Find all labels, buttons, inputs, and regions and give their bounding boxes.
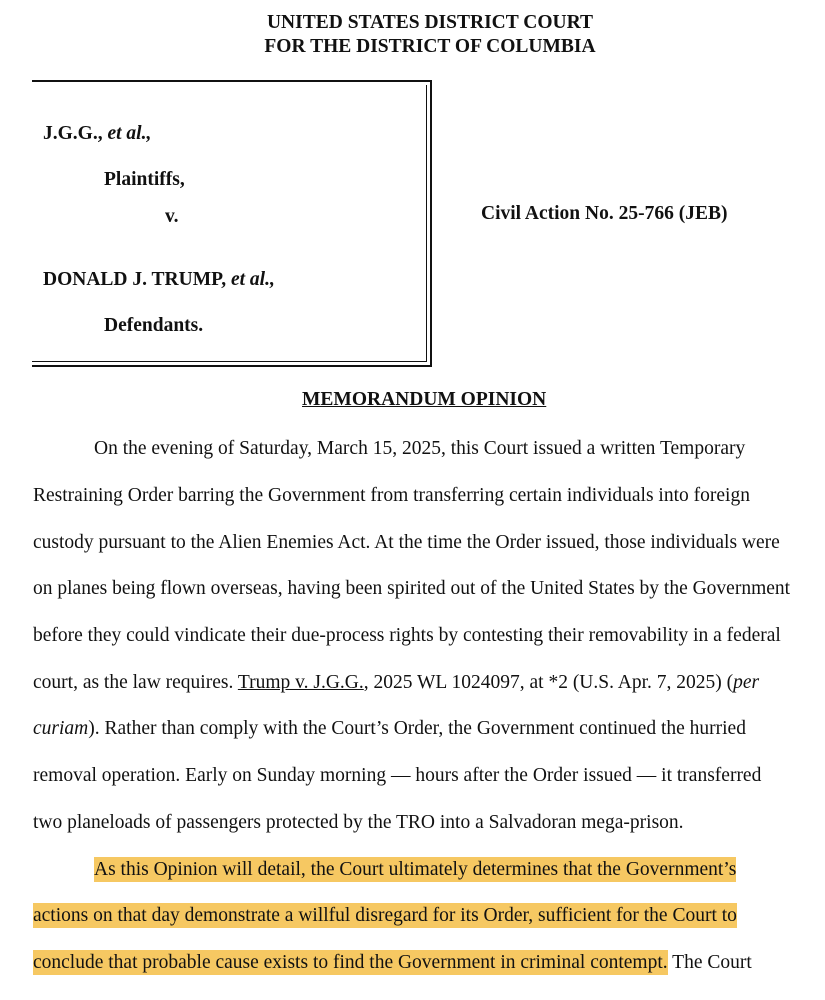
- body-line-3: custody pursuant to the Alien Enemies Act. At the time the Order issued, those individuals were: [33, 532, 780, 553]
- civil-action-number: Civil Action No. 25-766 (JEB): [481, 203, 728, 224]
- court-name: UNITED STATES DISTRICT COURT: [266, 12, 594, 33]
- body-line-5: before they could vindicate their due-process rights by contesting their removability in a federal: [33, 625, 781, 646]
- defendant-line: [43, 269, 275, 291]
- plaintiff-line: [43, 123, 151, 145]
- plaintiff-name: J.G.G.,: [43, 123, 103, 144]
- plaintiff-etal: et al.,: [107, 123, 152, 144]
- body-line-7: [33, 715, 746, 742]
- body-line-12-rest: The Court: [667, 952, 752, 973]
- body-line-10: [94, 856, 736, 883]
- body-line-6-start: court, as the law requires.: [33, 672, 238, 693]
- court-district: FOR THE DISTRICT OF COLUMBIA: [264, 36, 596, 57]
- curiam-italic: curiam: [33, 718, 89, 739]
- highlighted-text: conclude that probable cause exists to find the Government in criminal contempt.: [33, 952, 668, 973]
- body-line-2: Restraining Order barring the Government from transferring certain individuals into foreign: [33, 485, 750, 506]
- document-title: MEMORANDUM OPINION: [302, 389, 547, 410]
- body-line-11: [33, 902, 737, 929]
- body-line-8: removal operation. Early on Sunday morning — hours after the Order issued — it transferred: [33, 765, 762, 786]
- body-line-6-middle: , 2025 WL 1024097, at *2 (U.S. Apr. 7, 2025) (: [363, 672, 734, 693]
- highlighted-text: As this Opinion will detail, the Court ultimately determines that the Government’s: [94, 859, 737, 880]
- defendant-name: DONALD J. TRUMP,: [43, 269, 227, 290]
- defendants-label: Defendants.: [104, 315, 204, 336]
- highlighted-text: actions on that day demonstrate a willful disregard for its Order, sufficient for the Court to: [33, 905, 737, 926]
- body-line-7-rest: ). Rather than comply with the Court’s Order, the Government continued the hurried: [88, 718, 746, 739]
- case-caption-box: [32, 80, 432, 367]
- court-header: [0, 11, 825, 59]
- body-line-12: [33, 949, 752, 976]
- body-line-1: On the evening of Saturday, March 15, 2025, this Court issued a written Temporary: [94, 438, 746, 459]
- body-line-4: on planes being flown overseas, having been spirited out of the United States by the Government: [33, 578, 791, 599]
- per-italic: per: [733, 672, 760, 693]
- case-citation: Trump v. J.G.G.: [237, 672, 364, 693]
- versus-label: v.: [165, 206, 179, 227]
- plaintiffs-label: Plaintiffs,: [104, 169, 185, 190]
- body-line-6: [33, 669, 759, 696]
- defendant-etal: et al.,: [230, 269, 275, 290]
- body-line-9: two planeloads of passengers protected by the TRO into a Salvadoran mega-prison.: [33, 812, 684, 833]
